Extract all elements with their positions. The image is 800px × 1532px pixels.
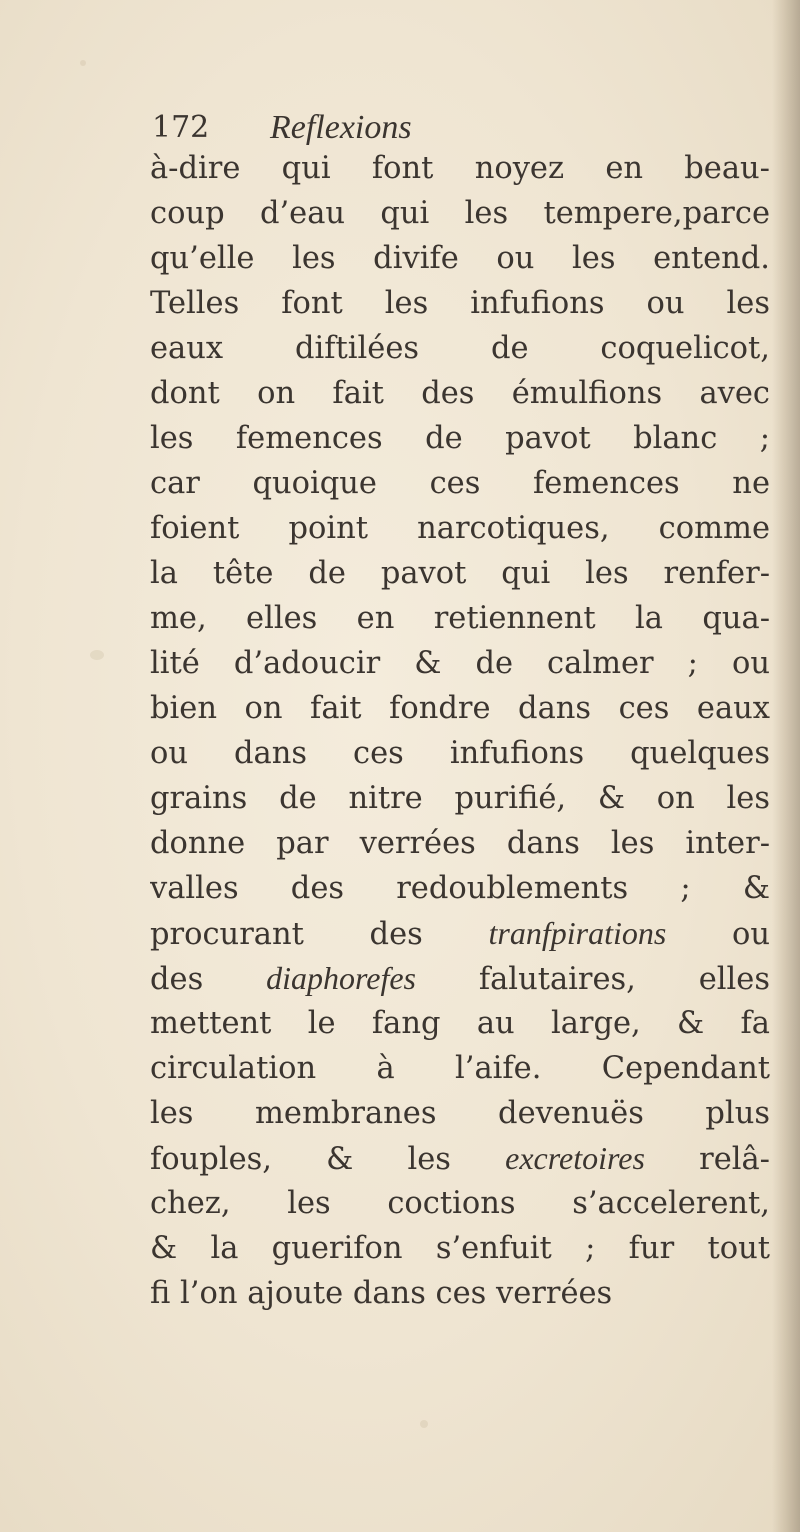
paper-spot	[80, 60, 86, 66]
text-line	[150, 146, 770, 191]
text-line	[150, 821, 770, 866]
text-segment: chez, les coctions s’accelerent,	[150, 1186, 770, 1221]
text-segment: eaux diftilées de coquelicot,	[150, 331, 770, 366]
text-segment: procurant des	[150, 917, 489, 952]
page-number: 172	[152, 110, 210, 145]
text-segment: lité d’adoucir & de calmer ; ou	[150, 646, 770, 681]
text-line	[150, 1136, 770, 1181]
text-segment: grains de nitre purifié, & on les	[150, 781, 770, 816]
text-line	[150, 1001, 770, 1046]
text-line	[150, 641, 770, 686]
text-segment: coup d’eau qui les tempere,parce	[150, 196, 770, 231]
text-line	[150, 416, 770, 461]
body-text	[150, 146, 770, 1316]
text-segment: qu’elle les divife ou les entend.	[150, 241, 770, 276]
paper-spot	[90, 650, 104, 660]
italic-term: tranfpirations	[488, 915, 667, 951]
page-edge-shadow	[772, 0, 800, 1532]
text-line	[150, 731, 770, 776]
text-segment: les femences de pavot blanc ;	[150, 421, 770, 456]
italic-term: excretoires	[505, 1140, 645, 1176]
text-line	[150, 956, 770, 1001]
text-segment: mettent le fang au large, & fa	[150, 1006, 770, 1041]
text-line	[150, 506, 770, 551]
text-line	[150, 911, 770, 956]
text-line	[150, 686, 770, 731]
text-segment: des	[150, 962, 267, 997]
text-segment: fi l’on ajoute dans ces verrées	[150, 1276, 613, 1311]
text-line	[150, 1046, 770, 1091]
text-segment: à-dire qui font noyez en beau-	[150, 151, 770, 186]
text-segment: valles des redoublements ; &	[150, 871, 770, 906]
text-segment: ou dans ces infufions quelques	[150, 736, 770, 771]
italic-term: diaphorefes	[266, 960, 416, 996]
text-segment: les membranes devenuës plus	[150, 1096, 770, 1131]
text-line	[150, 461, 770, 506]
text-segment: foient point narcotiques, comme	[150, 511, 770, 546]
text-line	[150, 596, 770, 641]
text-segment: car quoique ces femences ne	[150, 466, 770, 501]
text-segment: circulation à l’aife. Cependant	[150, 1051, 770, 1086]
text-segment: bien on fait fondre dans ces eaux	[150, 691, 770, 726]
text-line	[150, 1226, 770, 1271]
text-line	[150, 1181, 770, 1226]
text-segment: dont on fait des émulfions avec	[150, 376, 770, 411]
running-title: Reflexions	[270, 109, 412, 146]
text-line	[150, 236, 770, 281]
text-segment: & la guerifon s’enfuit ; fur tout	[150, 1231, 770, 1266]
text-line	[150, 191, 770, 236]
text-line	[150, 551, 770, 596]
text-segment: la tête de pavot qui les renfer-	[150, 556, 770, 591]
text-segment: fouples, & les	[150, 1142, 506, 1177]
text-line	[150, 281, 770, 326]
text-line	[150, 776, 770, 821]
page-header	[152, 108, 752, 150]
text-line	[150, 1271, 770, 1316]
text-line	[150, 1091, 770, 1136]
text-segment: Telles font les infufions ou les	[150, 286, 770, 321]
text-segment: falutaires, elles	[415, 962, 770, 997]
text-segment: me, elles en retiennent la qua-	[150, 601, 770, 636]
text-segment: donne par verrées dans les inter-	[150, 826, 770, 861]
text-line	[150, 326, 770, 371]
text-line	[150, 371, 770, 416]
paper-spot	[420, 1420, 428, 1428]
text-segment: ou	[666, 917, 770, 952]
text-line	[150, 866, 770, 911]
text-segment: relâ-	[644, 1142, 770, 1177]
